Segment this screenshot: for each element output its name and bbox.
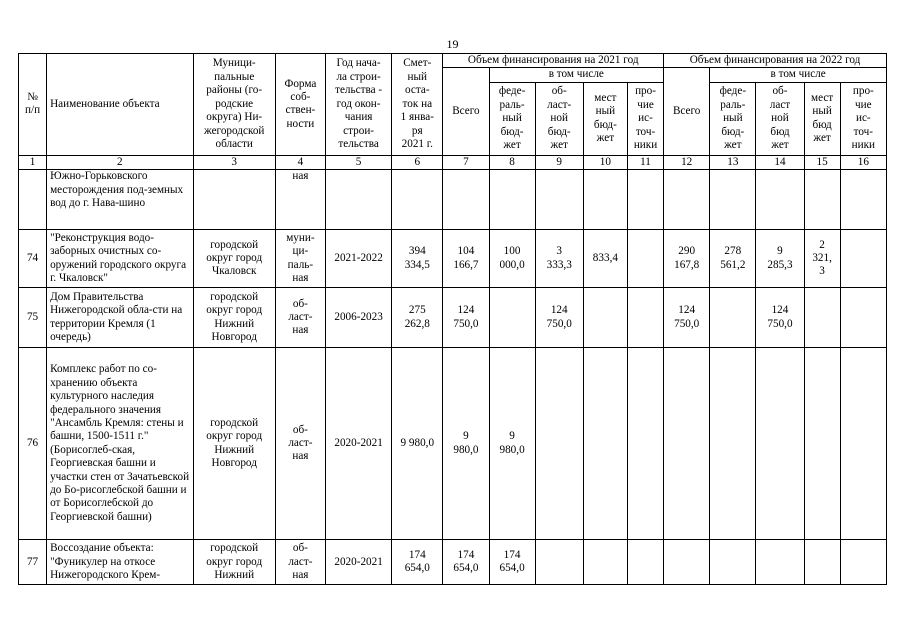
- column-number: 11: [627, 155, 663, 169]
- federal-2021: [489, 288, 535, 348]
- row-number: 76: [19, 348, 47, 540]
- other-2021: [627, 230, 663, 288]
- column-number: 12: [664, 155, 710, 169]
- local-2022: [804, 170, 840, 230]
- municipal-district: городской округ город Нижний Новгород: [193, 348, 275, 540]
- header-including-2021: в том числе: [489, 68, 664, 82]
- total-2021: 9 980,0: [443, 348, 489, 540]
- column-number: 15: [804, 155, 840, 169]
- column-number: 4: [275, 155, 325, 169]
- municipal-district: [193, 170, 275, 230]
- column-number: 5: [325, 155, 391, 169]
- row-number: 77: [19, 540, 47, 585]
- regional-2021: [535, 170, 583, 230]
- ownership-form: об- ласт- ная: [275, 348, 325, 540]
- local-2022: [804, 540, 840, 585]
- construction-years: 2020-2021: [325, 348, 391, 540]
- local-2021: 833,4: [583, 230, 627, 288]
- object-name: "Реконструкция водо-заборных очистных со-оружений городского округа г. Чкаловск": [47, 230, 193, 288]
- table-row: [19, 288, 887, 348]
- construction-years: [325, 170, 391, 230]
- ownership-form: об- ласт- ная: [275, 288, 325, 348]
- local-2021: [583, 288, 627, 348]
- other-2021: [627, 540, 663, 585]
- other-2021: [627, 288, 663, 348]
- local-2021: [583, 348, 627, 540]
- column-number: 9: [535, 155, 583, 169]
- header-regional-2022: об- ласт ной бюд жет: [756, 82, 804, 155]
- local-2022: [804, 348, 840, 540]
- column-number: 13: [710, 155, 756, 169]
- other-2022: [840, 170, 886, 230]
- header-other-2021: про- чие ис- точ- ники: [627, 82, 663, 155]
- estimated-balance: 174 654,0: [392, 540, 443, 585]
- federal-2021: 9 980,0: [489, 348, 535, 540]
- construction-years: 2020-2021: [325, 540, 391, 585]
- regional-2021: 124 750,0: [535, 288, 583, 348]
- column-number: 14: [756, 155, 804, 169]
- table-row: [19, 170, 887, 230]
- header-balance: Смет- ный оста- ток на 1 янва- ря 2021 г.: [392, 54, 443, 156]
- local-2021: [583, 540, 627, 585]
- regional-2022: 9 285,3: [756, 230, 804, 288]
- header-federal-2021: феде- раль- ный бюд- жет: [489, 82, 535, 155]
- municipal-district: городской округ город Нижний: [193, 540, 275, 585]
- municipal-district: городской округ город Чкаловск: [193, 230, 275, 288]
- row-number: 74: [19, 230, 47, 288]
- ownership-form: ная: [275, 170, 325, 230]
- estimated-balance: [392, 170, 443, 230]
- column-number: 2: [47, 155, 193, 169]
- header-total-2021: Всего: [443, 68, 489, 155]
- regional-2021: [535, 348, 583, 540]
- page-number: 19: [446, 37, 459, 51]
- header-regional-2021: об- ласт- ной бюд- жет: [535, 82, 583, 155]
- table-row: [19, 540, 887, 585]
- total-2022: [664, 540, 710, 585]
- header-number: № п/п: [19, 54, 47, 156]
- ownership-form: об- ласт- ная: [275, 540, 325, 585]
- total-2022: [664, 170, 710, 230]
- total-2022: [664, 348, 710, 540]
- column-number: 16: [840, 155, 886, 169]
- object-name: Воссоздание объекта: "Фуникулер на откосе Нижегородского Крем-: [47, 540, 193, 585]
- header-other-2022: про- чие ис- точ- ники: [840, 82, 886, 155]
- federal-2021: 174 654,0: [489, 540, 535, 585]
- federal-2022: 278 561,2: [710, 230, 756, 288]
- header-financing-2022: Объем финансирования на 2022 год: [664, 54, 887, 68]
- other-2022: [840, 540, 886, 585]
- local-2022: 2 321, 3: [804, 230, 840, 288]
- federal-2021: 100 000,0: [489, 230, 535, 288]
- estimated-balance: 394 334,5: [392, 230, 443, 288]
- other-2022: [840, 230, 886, 288]
- row-number: 75: [19, 288, 47, 348]
- column-number: 8: [489, 155, 535, 169]
- financing-table: [18, 53, 887, 585]
- regional-2022: [756, 540, 804, 585]
- regional-2022: [756, 348, 804, 540]
- federal-2022: [710, 348, 756, 540]
- column-number: 6: [392, 155, 443, 169]
- municipal-district: городской округ город Нижний Новгород: [193, 288, 275, 348]
- federal-2022: [710, 540, 756, 585]
- total-2021: 174 654,0: [443, 540, 489, 585]
- other-2021: [627, 348, 663, 540]
- regional-2022: 124 750,0: [756, 288, 804, 348]
- regional-2022: [756, 170, 804, 230]
- construction-years: 2021-2022: [325, 230, 391, 288]
- local-2022: [804, 288, 840, 348]
- header-financing-2021: Объем финансирования на 2021 год: [443, 54, 664, 68]
- total-2021: [443, 170, 489, 230]
- other-2022: [840, 288, 886, 348]
- column-number-row: [19, 155, 887, 169]
- federal-2022: [710, 288, 756, 348]
- header-local-2021: мест ный бюд- жет: [583, 82, 627, 155]
- table-row: [19, 230, 887, 288]
- estimated-balance: 275 262,8: [392, 288, 443, 348]
- object-name: Дом Правительства Нижегородской обла-сти на территории Кремля (1 очередь): [47, 288, 193, 348]
- total-2022: 124 750,0: [664, 288, 710, 348]
- local-2021: [583, 170, 627, 230]
- total-2021: 104 166,7: [443, 230, 489, 288]
- construction-years: 2006-2023: [325, 288, 391, 348]
- other-2022: [840, 348, 886, 540]
- column-number: 7: [443, 155, 489, 169]
- header-municipal: Муници- пальные районы (го- родские округа) Ни- жегородской области: [193, 54, 275, 156]
- regional-2021: 3 333,3: [535, 230, 583, 288]
- federal-2021: [489, 170, 535, 230]
- regional-2021: [535, 540, 583, 585]
- estimated-balance: 9 980,0: [392, 348, 443, 540]
- row-number: [19, 170, 47, 230]
- other-2021: [627, 170, 663, 230]
- table-row: [19, 348, 887, 540]
- header-including-2022: в том числе: [710, 68, 887, 82]
- column-number: 10: [583, 155, 627, 169]
- ownership-form: муни- ци- паль- ная: [275, 230, 325, 288]
- column-number: 1: [19, 155, 47, 169]
- header-years: Год нача- ла строи- тельства - год окон- чания строи- тельства: [325, 54, 391, 156]
- header-federal-2022: феде- раль- ный бюд- жет: [710, 82, 756, 155]
- header-local-2022: мест ный бюд жет: [804, 82, 840, 155]
- object-name: Южно-Горьковского месторождения под-земных вод до г. Нава-шино: [47, 170, 193, 230]
- header-ownership: Форма соб- ствен- ности: [275, 54, 325, 156]
- object-name: Комплекс работ по со-хранению объекта культурного наследия федерального значения "Ансамбль Кремля: стены и башни, 1500-1511 г." (Борисоглеб-ская, Георгиевская башни и участки стен от Зачатьевской до Бо-рисоглебской башни и от Борисоглебской до Георгиевской башни): [47, 348, 193, 540]
- header-object-name: Наименование объекта: [47, 54, 193, 156]
- column-number: 3: [193, 155, 275, 169]
- total-2022: 290 167,8: [664, 230, 710, 288]
- total-2021: 124 750,0: [443, 288, 489, 348]
- federal-2022: [710, 170, 756, 230]
- header-total-2022: Всего: [664, 68, 710, 155]
